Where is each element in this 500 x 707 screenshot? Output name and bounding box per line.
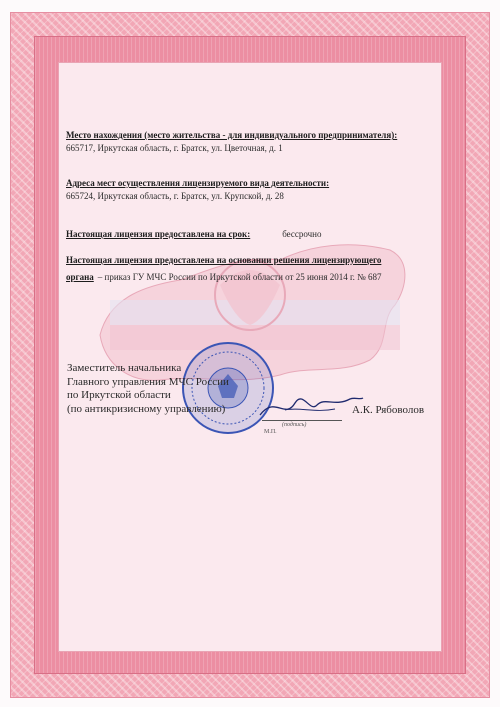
basis-section	[66, 255, 382, 285]
activity-address-value: 665724, Иркутская область, г. Братск, ул. Крупской, д. 28	[66, 191, 284, 201]
basis-label-line2: органа	[66, 272, 94, 282]
basis-value: – приказ ГУ МЧС России по Иркутской области от 25 июня 2014 г. № 687	[97, 272, 382, 282]
location-label: Место нахождения (место жительства - для индивидуального предпринимателя):	[66, 130, 398, 140]
term-section	[66, 224, 322, 242]
signature-caption: (подпись)	[282, 422, 307, 428]
signatory-line-2: Главного управления МЧС России	[67, 375, 229, 388]
term-label: Настоящая лицензия предоставлена на срок:	[66, 229, 251, 239]
handwritten-signature	[255, 385, 365, 425]
signature-line	[262, 420, 342, 421]
location-section	[66, 130, 397, 153]
location-value: 665717, Иркутская область, г. Братск, ул. Цветочная, д. 1	[66, 143, 283, 153]
signer-name: А.К. Рябоволов	[352, 404, 425, 416]
basis-label-line1: Настоящая лицензия предоставлена на основании решения лицензирующего	[66, 255, 382, 265]
signatory-line-4: (по антикризисному управлению)	[67, 402, 226, 415]
signatory-position	[67, 362, 267, 416]
term-value: бессрочно	[282, 229, 322, 239]
activity-address-section	[66, 178, 329, 201]
activity-address-label: Адреса мест осуществления лицензируемого вида деятельности:	[66, 178, 330, 188]
signatory-line-3: по Иркутской области	[67, 389, 171, 401]
signatory-line-1: Заместитель начальника	[67, 362, 182, 374]
seal-mark-label: М.П.	[264, 429, 277, 435]
